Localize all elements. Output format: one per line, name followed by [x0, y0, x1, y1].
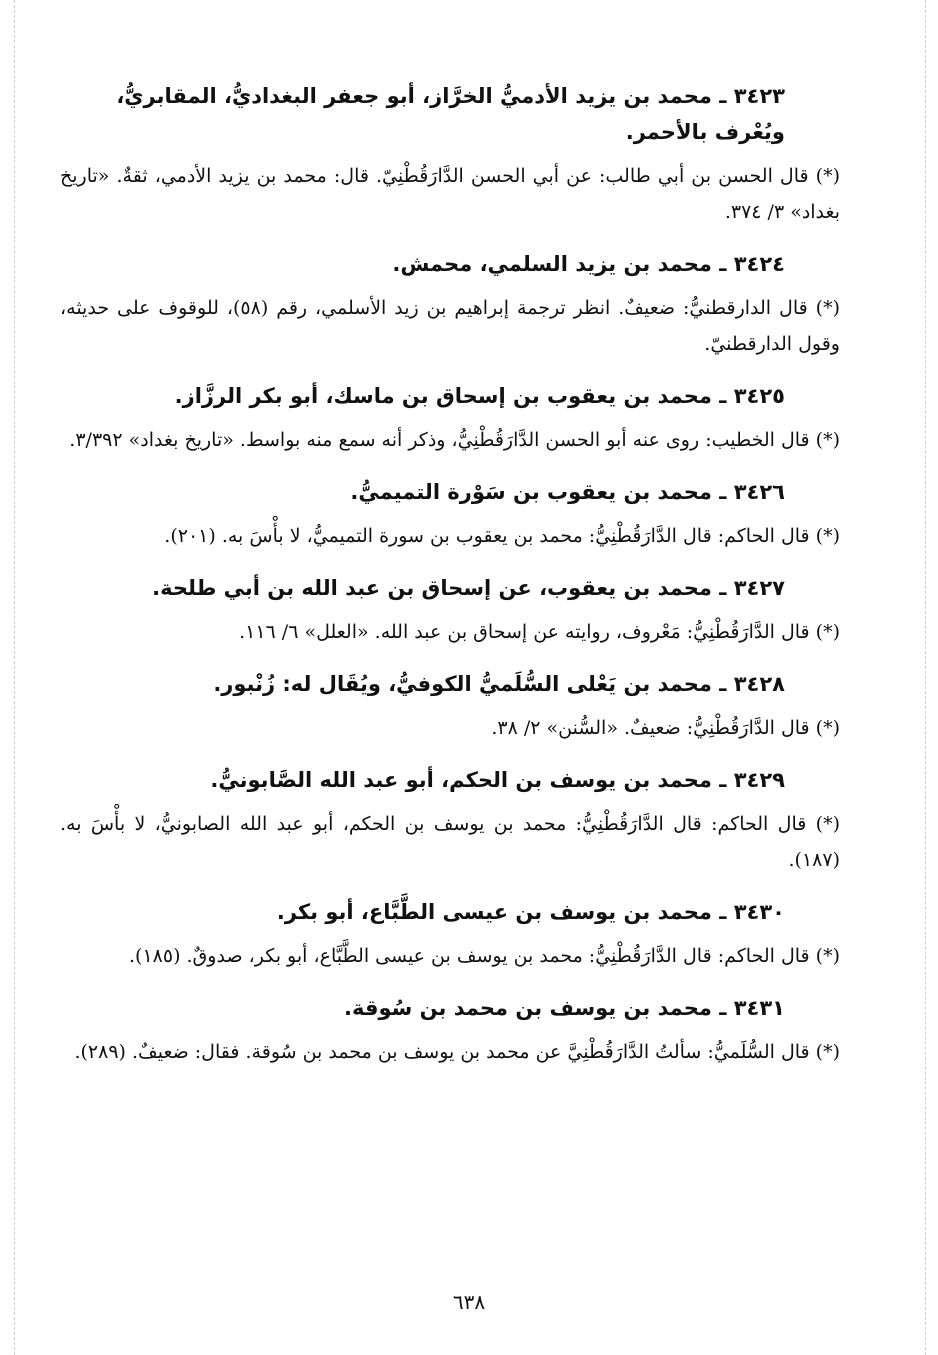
entry-3425: [60, 378, 840, 458]
entry-heading: ٣٤٢٩ ـ محمد بن يوسف بن الحكم، أبو عبد الله الصَّابونيُّ.: [210, 768, 785, 792]
page-number: ٦٣٨: [452, 1290, 486, 1314]
entry-heading: ٣٤٢٨ ـ محمد بن يَعْلى السُّلَميُّ الكوفيُّ، ويُقَال له: زُنْبور.: [213, 672, 785, 696]
entry-text: (*) قال الخطيب: روى عنه أبو الحسن الدَّارَقُطْنِيُّ، وذكر أنه سمع منه بواسط. «تاريخ بغداد» ٣/٣٩٢.: [69, 429, 840, 451]
entry-3430: [60, 894, 840, 974]
entry-3428: [60, 666, 840, 746]
entry-heading: ٣٤٣٠ ـ محمد بن يوسف بن عيسى الطَّبَّاع، أبو بكر.: [276, 900, 785, 924]
entry-3426: [60, 474, 840, 554]
entry-3431: [60, 990, 840, 1070]
entry-text: (*) قال الحاكم: قال الدَّارَقُطْنِيُّ: محمد بن يعقوب بن سورة التميميُّ، لا بأْسَ به. (٢٠١).: [164, 525, 840, 547]
entry-heading: ٣٤٣١ ـ محمد بن يوسف بن محمد بن سُوقة.: [344, 996, 785, 1020]
entry-3424: [60, 246, 840, 362]
entry-heading: ٣٤٢٥ ـ محمد بن يعقوب بن إسحاق بن ماسك، أبو بكر الرزَّاز.: [174, 384, 785, 408]
right-margin-guide: [925, 0, 927, 1355]
left-margin-guide: [14, 0, 16, 1355]
entry-heading: ٣٤٢٦ ـ محمد بن يعقوب بن سَوْرة التميميُّ.: [350, 480, 785, 504]
entry-text: (*) قال الحسن بن أبي طالب: عن أبي الحسن الدَّارَقُطْنِيّ. قال: محمد بن يزيد الأدمي، ثقةٌ. «تاريخ بغداد» ٣/ ٣٧٤.: [60, 165, 840, 223]
entry-text: (*) قال الدَّارَقُطْنِيُّ: مَعْروف، روايته عن إسحاق بن عبد الله. «العلل» ٦/ ١١٦.: [239, 621, 840, 643]
entry-heading: ٣٤٢٧ ـ محمد بن يعقوب، عن إسحاق بن عبد الله بن أبي طلحة.: [152, 576, 785, 600]
entry-heading: ٣٤٢٣ ـ محمد بن يزيد الأدميُّ الخرَّاز، أبو جعفر البغداديُّ، المقابريُّ، ويُعْرف بالأحمر.: [116, 84, 785, 144]
entry-3429: [60, 762, 840, 878]
entry-text: (*) قال الحاكم: قال الدَّارَقُطْنِيُّ: محمد بن يوسف بن الحكم، أبو عبد الله الصابونيُّ، لا بأْسَ به. (١٨٧).: [60, 813, 840, 871]
page-content: [60, 78, 840, 1338]
entry-3423: [60, 78, 840, 230]
entry-text: (*) قال الدَّارَقُطْنِيُّ: ضعيفٌ. «السُّنن» ٢/ ٣٨.: [491, 717, 840, 739]
entry-text: (*) قال الحاكم: قال الدَّارَقُطْنِيُّ: محمد بن يوسف بن عيسى الطَّبَّاع، أبو بكر، صدوقٌ. (١٨٥).: [128, 945, 840, 967]
entry-3427: [60, 570, 840, 650]
entry-text: (*) قال الدارقطنيُّ: ضعيفٌ. انظر ترجمة إبراهيم بن زيد الأسلمي، رقم (٥٨)، للوقوف على حديثه، وقول الدارقطنيّ.: [60, 297, 840, 355]
entry-text: (*) قال السُّلَميُّ: سألتُ الدَّارَقُطْنِيَّ عن محمد بن يوسف بن محمد بن سُوقة. فقال: ضعيفٌ. (٢٨٩).: [74, 1041, 840, 1063]
entry-heading: ٣٤٢٤ ـ محمد بن يزيد السلمي، محمش.: [392, 252, 785, 276]
